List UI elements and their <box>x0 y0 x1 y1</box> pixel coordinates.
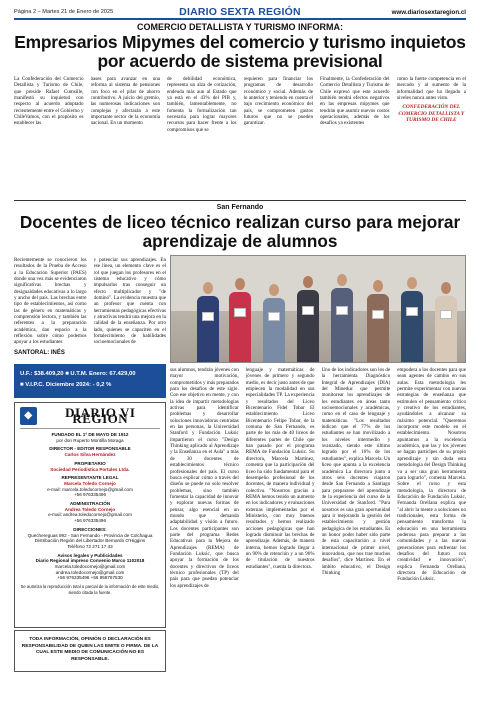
santoral-label: SANTORAL: INÉS <box>14 350 65 356</box>
indicators-line-2: ■ V.I.P.C. Diciembre 2024: - 0,2 % <box>20 382 112 388</box>
director-label: DIRECTOR - EDITOR RESPONSABLE <box>49 446 131 452</box>
newspaper-logo-icon: ◆ <box>20 407 37 425</box>
article2-intro-col-1: Recientemente se conocieron los resultados de la Prueba de Acceso a la Educación Superior (PAES) donde una vez más se evidenciaron significativas brechas y desigualdades educativas a lo largo y ancho del país. Las brechas entre tipo de establecimientos, así como las de género en matemáticas y comprensión lectora, y también las referentes a la preparación académica, dan espacio a la reflexión sobre cómo podemos apoyar a los estudiantes <box>14 257 87 346</box>
divider <box>14 200 466 201</box>
article1-body <box>14 76 466 196</box>
article1-kicker: COMERCIO DETALLISTA Y TURISMO INFORMA: <box>137 22 343 32</box>
article2-col-3: Uno de los indicadores son los de la herramienta Diagnóstico Integral de Aprendizajes (DIA) del Mineduc que permite monitorear los aprendizajes de los estudiantes en áreas tanto socioemocionales y académicas, como en el caso de lenguaje y matemáticas. "Los resultados indican que el 77% de los estudiantes se han movilizado a los niveles intermedio y avanzado, siendo este último logrado por el 16% de los estudiantes", explica Marcela. Un liceo que apunta a la excelencia académica La directora junto a otros seis docentes viajaron desde San Fernando a Santiago para prepararse del aprendizaje de la experiencia del curso de la Universidad de Stanford. "Para nosotros es una gran oportunidad para ir mejorando la gestión del establecimiento y gestión pedagógica de los estudiantes. Es un honor poder haber sido parte de esta capacitación a nivel internacional de primer nivel, innovadora, que nos trae muchos desafíos", dice Martínez. En el ámbito educativo, el Design Thinking <box>321 367 391 576</box>
owner-label: PROPIETARIO <box>74 460 106 466</box>
newspaper-logo <box>20 407 160 429</box>
address-line-2: Distribución Región del Libertador Bernardo O'Higgins <box>34 538 146 544</box>
website-link[interactable]: www.diariosextaregion.cl <box>391 8 466 16</box>
founder: por don Ruperto Montilla Moraga <box>56 437 124 443</box>
article2-location: San Fernando <box>216 204 264 211</box>
disclaimer: Se autoriza la reproducción total o parcial de la información de este medio, siendo citada la fuente. <box>20 584 160 595</box>
responsibility-notice: TODA INFORMACIÓN, OPINIÓN O DECLARACIÓN ES RESPONSABILIDAD DE QUIEN LAS EMITE O FIRMA. DE LA CUAL ESTE MEDIO DE COMUNICACIÓN NO ES RESPONSABLE. <box>14 630 166 672</box>
group-photo <box>170 255 466 363</box>
article2-col-4: empodera a los docentes para que sean agentes de cambio en sus aulas. Esta metodología les permite experimentar con nuevas estrategias de enseñanza que estimulen el pensamiento crítico y creativo de los estudiantes, ayudándoles a alcanzar su máximo potencial. "Queremos incorporar este modelo en el establecimiento. Nosotros apuntamos a la excelencia académica, que las y los jóvenes se hagan partícipes de su propio aprendizaje y sin duda esta metodología del Design Thinking va a ser una gran herramienta para lograrlo", comenta Marcela. Sobre el curso y esta metodología, la directora de Educación de Fundación Luksic, Fernanda Orellana explica que "al abrir la mente a soluciones no tradicionales, esta forma de pensamiento transforma la educación en una herramienta poderosa para preparar a las comunidades y a las nuevas generaciones para enfrentar los desafíos del futuro con creatividad e innovación", explica Fernanda Orellana, directora de Educación de Fundación Luksic. <box>397 367 466 583</box>
ads-phones: +56 976335496 +56 958767530 <box>57 575 123 581</box>
legal-rep-email[interactable]: e-mail: marcela.toledocornejo@gmail.com <box>47 486 133 492</box>
article1-col-2: bases para avanzar en una reforma al sistema de pensiones con foco en el pilar de ahorro contributivo. A juicio del gremio, las numerosas indicaciones son complejas y afectarán a este importante sector de la economía nacional. En un momento <box>90 76 160 127</box>
article2-headline: Docentes de liceo técnico realizan curso para mejorar aprendizaje de alumnos <box>19 212 461 251</box>
ads-emails[interactable]: marcela.toledocornejo@gmail.com andrea.toledocornejo@gmail.com <box>54 564 126 575</box>
article1-col-6-wrap <box>397 76 467 196</box>
director-name: Carlos Silva Hernández <box>64 452 116 458</box>
article1-signature: CONFEDERACIÓN DEL COMERCIO DETALLISTA Y TURISMO DE CHILE <box>398 104 465 123</box>
owner-name: Sociedad Periodística Portales Ltda. <box>50 466 130 472</box>
address-label: DIRECCIONES: <box>73 526 107 532</box>
article1-col-3: de debilidad económica, representa un alza de cotización, endeuda más aun al Estado que ya está en el 43% del PIB y, también, lamentablemente, no fomenta la formalización tan necesaria para lograr mayores recursos para hacer frente a los compromisos que se <box>167 76 237 133</box>
address-line-1: Quechereguas 992 - San Fernando - Provincia de Colchagua <box>27 532 153 538</box>
article2-col-2: lenguaje y matemáticas de jóvenes de primero y segundo medio, es decir justo antes de que empiecen la modalidad en sus especialidades TP. La experiencia y resultados del Liceo Bicentenario Fidel Tobar El establecimiento Liceo Bicentenario Felipe Tobar, de la comuna de San Fernando, es parte de los más de 40 liceos de diferentes partes de Chile que han pasado por el programa REMA de Fundación Luksic. Su directora, Marcela Martínez, comenta que la participación del liceo ha sido fundamental para el desempeño profesional de los docentes, de manera individual y colectiva. "Nosotros gracias a REMA hemos tenido un aumento en los indicadores y evaluaciones externas implementadas por el Ministerio, con muy buenos resultados y hemos realizado acciones pedagógicas que han logrado disminuir las brechas de aprendizaje. Además, de manera interna, hemos logrado llegar a un 90% de retención y a un 96% de titulación de nuestros estudiantes", cuenta la directora. <box>245 367 315 570</box>
article1-col-5: Finalmente, la Confederación del Comercio Detallista y Turismo de Chile expresó que este acuerdo también tendrá efectos negativos en las empresas mipymes que tendrán que asumir nuevos costos operacionales, además de los desafíos ya existentes <box>320 76 390 127</box>
ads-contract: Diario Regional impreso Convenio Marco 1102018 <box>35 558 145 564</box>
article2-col-1: sus alumnos, tendrán jóvenes con mayor motivación, comprometidos y más preparados para los desafíos de este siglo. Con ese objetivo en mente, y con la idea de impartir metodologías activas para identificar problemas y desarrollar soluciones innovadoras centradas en las personas, la Universidad Stanford y Fundación Luksic impartieron el curso "Design Thinking aplicado al Aprendizaje y la Enseñanza en el Aula" a más de 30 docentes de establecimientos técnico profesionales del país. El curso busca explicar cómo a través del diseño se puede no solo resolver problemas, sino también fomentar la capacidad de innovar y explorar nuevas formas de pensar, algo esencial en un mundo que demanda adaptabilidad y visión a futuro. Los docentes participantes son parte del programa Redes Educativas para la Mejora de Aprendizajes (REMA) de Fundación Luksic, que busca apoyar la formación de los docentes y directivos de liceos técnico profesionales (TP) del país para que puedan potenciar los aprendizajes de <box>170 367 239 589</box>
legal-rep-label: REPRESENTANTE LEGAL <box>61 475 119 481</box>
article1-col-1: La Confederación del Comercio Detallista y Turismo de Chile, que preside Rafael Cumsille, manifestó su inquietud con respecto al acuerdo adoptado recientemente entre el Gobierno y ChileVamos, con el propósito es establecer las <box>14 76 84 127</box>
article1-headline: Empresarios Mipymes del comercio y turismo inquietos por acuerdo de sistema previsional <box>14 32 466 71</box>
founded: FUNDADO EL 1º DE MAYO DE 1912 <box>51 432 129 437</box>
staff-box <box>14 402 166 628</box>
legal-rep-name: Marcela Toledo Cornejo <box>64 480 116 486</box>
article2-intro <box>14 257 166 349</box>
legal-rep-phone: +56 976335496 <box>73 492 107 498</box>
page-date: Página 2 – Martes 21 de Enero de 2025 <box>14 9 114 15</box>
admin-name: Andrea Toledo Cornejo <box>64 506 116 512</box>
article1-col-6: como la fuerte competencia en el mercado y al sumento de la informalidad que ha llegado a niveles nunca antes visto. <box>396 76 466 102</box>
page-header <box>14 6 466 20</box>
indicators-line-1: U.F.: $38.409,20 ■ U.T.M. Enero: 67.429,00 <box>20 371 136 377</box>
economic-indicators <box>14 364 166 398</box>
masthead: DIARIO SEXTA REGIÓN <box>179 6 301 18</box>
address-line-3: Teléfono 72 271 17 43 <box>67 543 113 549</box>
admin-email[interactable]: e-mail: andrea.toledocornejo@gmail.com <box>48 512 132 518</box>
article1-col-4: requieren para financiar los programas de desarrollo económico y social. Además de lo anterior y teniendo en cuenta el bajo crecimiento económico del país, se comprometen gastos futuros que no se pueden garantizar. <box>243 76 313 127</box>
article2-intro-col-2: y potenciar sus aprendizajes. En ese línea, un elemento clave es el rol que juegan los profesores en el sistema educativo y cómo impulsarlos tras conseguir un efecto multiplicador y "de dominó". La evidencia muestra que un profesor que cuenta con herramientas pedagógicas efectivas y atractivas tendrá una mejora en la calidad de la enseñanza. Por otro lado, quienes se capaciten en el fortalecimiento de habilidades socioemocionales de <box>93 257 166 346</box>
admin-phone: +56 976335496 <box>73 518 107 524</box>
ads-label: Avisos legales y Publicidades <box>57 552 123 558</box>
logo-text: DIARIO VI REGION <box>65 405 136 426</box>
article2-body <box>170 367 466 705</box>
admin-label: ADMINISTRACIÓN <box>69 501 111 507</box>
